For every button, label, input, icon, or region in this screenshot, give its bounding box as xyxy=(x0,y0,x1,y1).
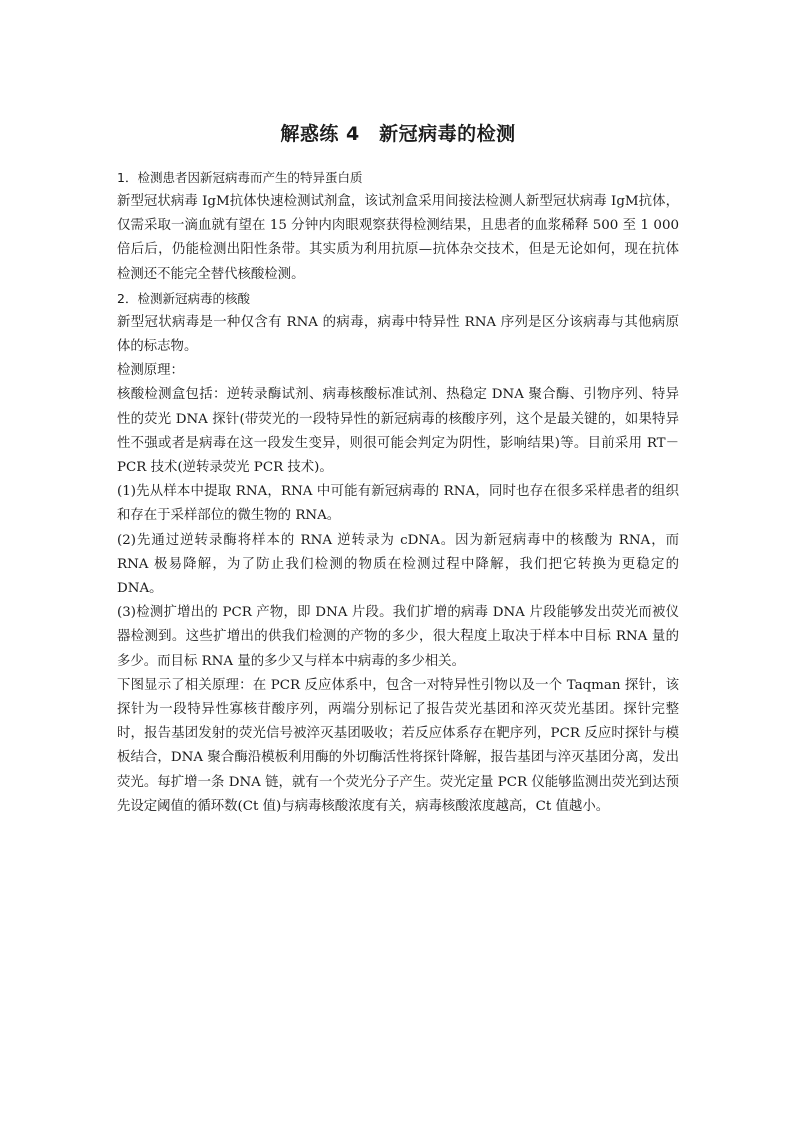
step-1-paragraph: (1)先从样本中提取 RNA，RNA 中可能有新冠病毒的 RNA，同时也存在很多采样患者的组织和存在于采样部位的微生物的 RNA。 xyxy=(117,484,679,524)
figure-description-paragraph: 下图显示了相关原理：在 PCR 反应体系中，包含一对特异性引物以及一个 Taqman 探针，该探针为一段特异性寡核苷酸序列，两端分别标记了报告荧光基团和淬灭荧光基团。探针完整时，报告基团发射的荧光信号被淬灭基团吸收；若反应体系存在靶序列，PCR 反应时探针与模板结合，DNA 聚合酶沿模板利用酶的外切酶活性将探针降解，报告基团与淬灭基团分离，发出荧光。每扩增一条 DNA 链，就有一个荧光分子产生。荧光定量 PCR 仪能够监测出荧光到达预先设定阈值的循环数(Ct 值)与病毒核酸浓度有关，病毒核酸浓度越高，Ct 值越小。 xyxy=(117,677,679,814)
section-1-paragraph: 新型冠状病毒 IgM抗体快速检测试剂盒，该试剂盒采用间接法检测人新型冠状病毒 IgM抗体，仅需采取一滴血就有望在 15 分钟内肉眼观察获得检测结果，且患者的血浆稀释 500 至 1 000 倍后后，仍能检测出阳性条带。其实质为利用抗原—抗体杂交技术，但是无论如何，现在抗体检测还不能完全替代核酸检测。 xyxy=(117,194,679,282)
step-3-paragraph: (3)检测扩增出的 PCR 产物，即 DNA 片段。我们扩增的病毒 DNA 片段能够发出荧光而被仪器检测到。这些扩增出的供我们检测的产物的多少，很大程度上取决于样本中目标 RNA 量的多少。而目标 RNA 量的多少又与样本中病毒的多少相关。 xyxy=(117,605,679,669)
page-title: 解惑练 4 新冠病毒的检测 xyxy=(280,123,516,145)
document-page xyxy=(117,120,679,819)
principle-label: 检测原理： xyxy=(117,363,184,379)
section-2-intro: 新型冠状病毒是一种仅含有 RNA 的病毒，病毒中特异性 RNA 序列是区分该病毒与其他病原体的标志物。 xyxy=(117,314,679,355)
step-2-paragraph: (2)先通过逆转录酶将样本的 RNA 逆转录为 cDNA。因为新冠病毒中的核酸为 RNA，而 RNA 极易降解，为了防止我们检测的物质在检测过程中降解，我们把它转换为更稳定的 DNA。 xyxy=(117,532,679,597)
kit-paragraph: 核酸检测盒包括：逆转录酶试剂、病毒核酸标准试剂、热稳定 DNA 聚合酶、引物序列、特异性的荧光 DNA 探针(带荧光的一段特异性的新冠病毒的核酸序列，这个是最关键的，如果特异性不强或者是病毒在这一段发生变异，则很可能会判定为阴性，影响结果)等。目前采用 RT－PCR 技术(逆转录荧光 PCR 技术)。 xyxy=(117,387,679,476)
section-2-heading: 2．检测新冠病毒的核酸 xyxy=(117,290,250,306)
section-1-heading: 1．检测患者因新冠病毒而产生的特异蛋白质 xyxy=(117,170,363,185)
